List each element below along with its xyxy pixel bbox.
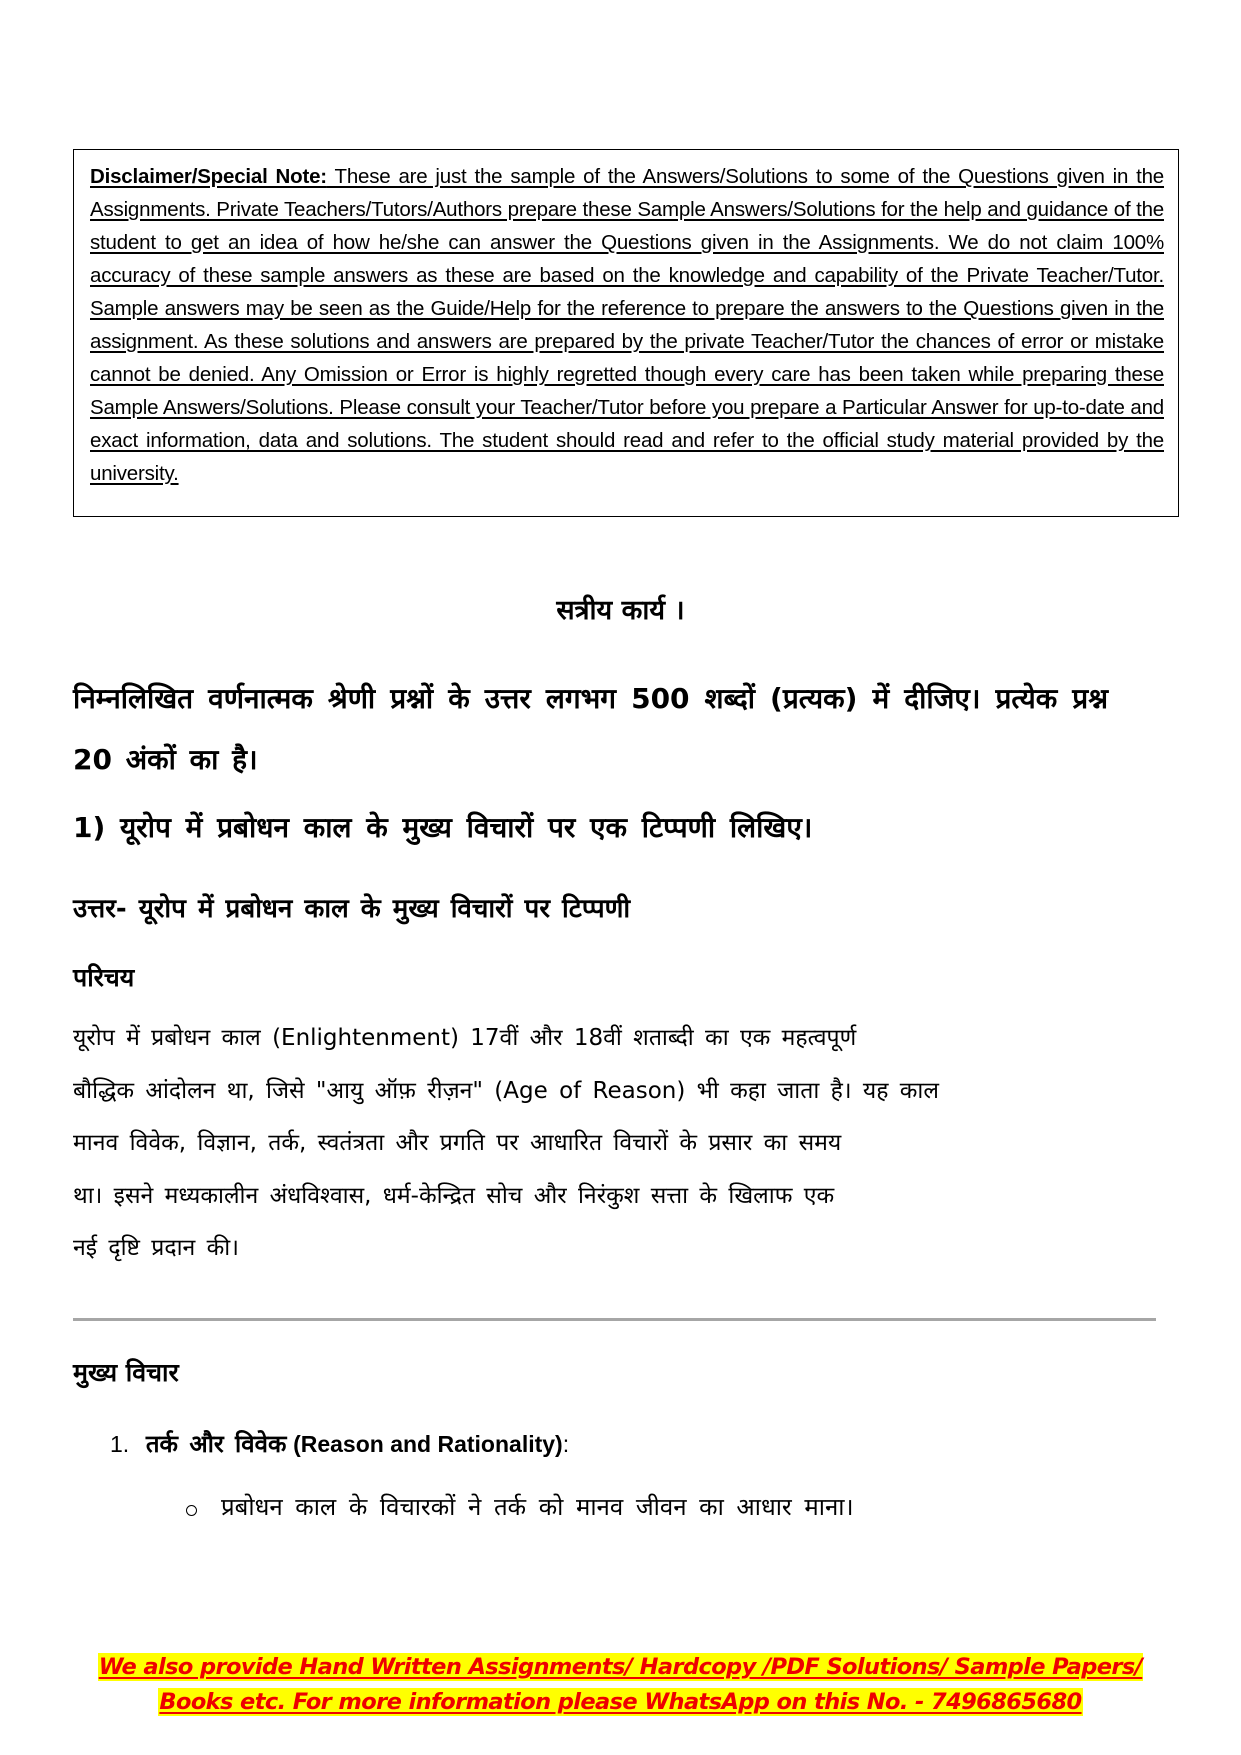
intro-heading: परिचय bbox=[73, 963, 135, 992]
question-1: 1) यूरोप में प्रबोधन काल के मुख्य विचारों पर एक टिप्पणी लिखिए। bbox=[73, 811, 813, 844]
list-item-title-english: (Reason and Rationality) bbox=[293, 1431, 563, 1457]
promo-line-1: We also provide Hand Written Assignments/ Hardcopy /PDF Solutions/ Sample Papers/ bbox=[98, 1654, 1143, 1680]
list-item-title-hindi: तर्क और विवेक bbox=[145, 1430, 287, 1458]
disclaimer-label: Disclaimer/Special Note: bbox=[90, 165, 327, 188]
sub-list-text: प्रबोधन काल के विचारकों ने तर्क को मानव जीवन का आधार माना। bbox=[221, 1493, 854, 1521]
disclaimer-body: These are just the sample of the Answers/Solutions to some of the Questions given in the Assignments. Private Teachers/Tutors/Authors prepare these Sample Answers/Solutions for the help and guidance of the student to get an idea of how he/she can answer the Questions given in the Assignments. We do not claim 100% accuracy of these sample answers as these are based on the knowledge and capability of the Private Teacher/Tutor. Sample answers may be seen as the Guide/Help for the reference to prepare the answers to the Questions given in the assignment. As these solutions and answers are prepared by the private Teacher/Tutor the chances of error or mistake cannot be denied. Any Omission or Error is highly regretted though every care has been taken while preparing these Sample Answers/Solutions. Please consult your Teacher/Tutor before you prepare a Particular Answer for up-to-date and exact information, data and solutions. The student should read and refer to the official study material provided by the university. bbox=[90, 165, 1165, 485]
promo-banner bbox=[0, 1650, 1241, 1720]
list-item-colon: : bbox=[562, 1431, 570, 1457]
intro-paragraph bbox=[73, 1012, 1133, 1275]
list-number: 1. bbox=[110, 1431, 130, 1457]
answer-heading: उत्तर- यूरोप में प्रबोधन काल के मुख्य विचारों पर टिप्पणी bbox=[73, 894, 631, 924]
instruction-text: निम्नलिखित वर्णनात्मक श्रेणी प्रश्नों के उत्तर लगभग 500 शब्दों (प्रत्यक) में दीजिए। प्रत्येक प्रश्न 20 अंकों का है। bbox=[73, 682, 1108, 776]
intro-line: नई दृष्टि प्रदान की। bbox=[73, 1235, 239, 1261]
promo-line-2: Books etc. For more information please WhatsApp on this No. - 7496865680 bbox=[159, 1689, 1082, 1715]
sub-list-item bbox=[186, 1490, 854, 1523]
page-title: सत्रीय कार्य । bbox=[556, 595, 685, 626]
list-item bbox=[110, 1427, 569, 1460]
main-ideas-heading: मुख्य विचार bbox=[73, 1358, 179, 1387]
intro-line: मानव विवेक, विज्ञान, तर्क, स्वतंत्रता और प्रगति पर आधारित विचारों के प्रसार का समय bbox=[73, 1130, 842, 1156]
circle-bullet-icon bbox=[186, 1505, 197, 1516]
intro-line: बौद्धिक आंदोलन था, जिसे "आयु ऑफ़ रीज़न" (Age of Reason) भी कहा जाता है। यह काल bbox=[73, 1077, 939, 1104]
horizontal-divider bbox=[73, 1318, 1156, 1321]
disclaimer-text bbox=[90, 160, 1164, 490]
intro-line: यूरोप में प्रबोधन काल (Enlightenment) 17वीं और 18वीं शताब्दी का एक महत्वपूर्ण bbox=[73, 1025, 857, 1051]
intro-line: था। इसने मध्यकालीन अंधविश्वास, धर्म-केन्द्रित सोच और निरंकुश सत्ता के खिलाफ एक bbox=[73, 1182, 835, 1209]
disclaimer-box bbox=[73, 149, 1179, 517]
